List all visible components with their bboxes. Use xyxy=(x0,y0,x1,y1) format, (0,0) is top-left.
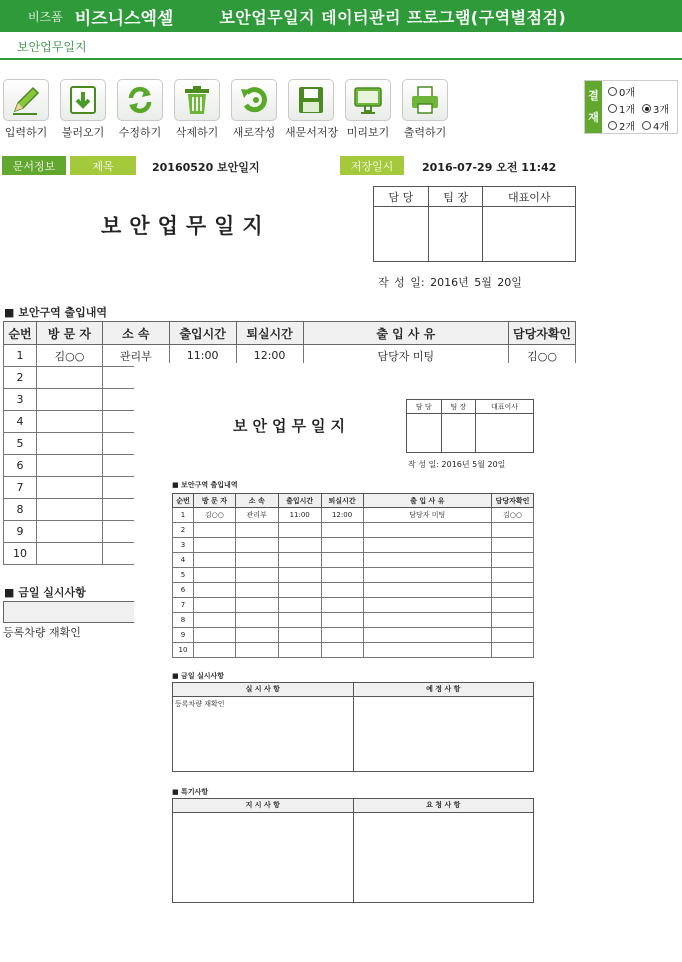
log-header-1: 방 문 자 xyxy=(36,322,102,345)
save-new-label: 새문서저장 xyxy=(285,126,339,139)
preview-log-cell: 5 xyxy=(173,568,194,583)
log-cell[interactable]: 3 xyxy=(4,389,37,411)
preview-log-cell xyxy=(492,613,534,628)
sign-cell[interactable] xyxy=(374,207,429,262)
preview-log-cell: 김○○ xyxy=(492,508,534,523)
preview-log-cell xyxy=(193,583,235,598)
delete-button[interactable] xyxy=(171,76,223,140)
preview-log-section: ■ 보안구역 출입내역 xyxy=(172,481,238,489)
preview-instruction-header: 지 시 사 항 xyxy=(245,801,280,809)
preview-log-header-4: 퇴실시간 xyxy=(321,494,363,508)
edit-button[interactable] xyxy=(114,76,166,140)
radio-icon xyxy=(642,121,651,130)
approval-option-4[interactable] xyxy=(642,118,669,133)
trash-icon xyxy=(174,79,220,121)
preview-special-box xyxy=(172,798,534,903)
radio-icon xyxy=(608,121,617,130)
log-cell[interactable]: 7 xyxy=(4,477,37,499)
preview-log-cell xyxy=(492,643,534,658)
preview-log-cell xyxy=(235,643,278,658)
new-button[interactable] xyxy=(228,76,280,140)
preview-log-cell xyxy=(492,538,534,553)
log-cell[interactable]: 6 xyxy=(4,455,37,477)
preview-log-row xyxy=(173,568,534,583)
edit-label: 수정하기 xyxy=(118,126,162,139)
preview-log-cell xyxy=(321,568,363,583)
log-cell[interactable]: 2 xyxy=(4,367,37,389)
preview-log-cell xyxy=(193,523,235,538)
preview-sign-header: 대표이사 xyxy=(476,400,534,414)
approval-option-2[interactable] xyxy=(608,118,635,133)
preview-planned-header: 예 정 사 항 xyxy=(353,683,534,696)
preview-log-cell: 4 xyxy=(173,553,194,568)
preview-log-row xyxy=(173,613,534,628)
log-header-3: 출입시간 xyxy=(169,322,236,345)
preview-instruction-cell xyxy=(173,813,353,902)
preview-log-cell xyxy=(321,553,363,568)
preview-log-row xyxy=(173,538,534,553)
preview-log-cell xyxy=(235,568,278,583)
preview-write-date: 작 성 일: 2016년 5월 20일 xyxy=(408,460,506,469)
preview-log-header-1: 방 문 자 xyxy=(193,494,235,508)
doc-info-label: 문서정보 xyxy=(2,156,66,175)
preview-log-cell xyxy=(193,643,235,658)
preview-log-cell xyxy=(278,568,321,583)
preview-log-cell xyxy=(363,613,492,628)
sign-header: 팀 장 xyxy=(428,187,483,207)
preview-log-cell xyxy=(363,598,492,613)
preview-log-cell xyxy=(492,583,534,598)
preview-special-section: ■ 특기사항 xyxy=(172,788,209,796)
pencil-icon xyxy=(3,79,49,121)
brand-logo: 비즈니스엑셀 xyxy=(74,8,174,29)
preview-log-cell xyxy=(193,613,235,628)
log-cell[interactable]: 김○○ xyxy=(509,345,576,367)
preview-log-row xyxy=(173,583,534,598)
toolbar xyxy=(0,76,682,138)
preview-title: 보안업무일지 xyxy=(233,417,350,435)
preview-log-cell xyxy=(492,568,534,583)
preview-log-row xyxy=(173,628,534,643)
preview-log-cell xyxy=(278,598,321,613)
preview-activity-note: 등록차량 재확인 xyxy=(175,700,225,708)
preview-log-cell xyxy=(193,598,235,613)
sign-cell[interactable] xyxy=(428,207,483,262)
preview-planned-cell xyxy=(353,697,534,771)
log-cell[interactable]: 11:00 xyxy=(169,345,236,367)
option-label: 1개 xyxy=(619,105,636,116)
preview-activity-box xyxy=(172,682,534,772)
preview-label: 미리보기 xyxy=(346,126,390,139)
preview-log-cell xyxy=(278,583,321,598)
refresh-icon xyxy=(117,79,163,121)
save-new-button[interactable] xyxy=(285,76,337,140)
preview-log-cell: 1 xyxy=(173,508,194,523)
preview-log-cell xyxy=(492,523,534,538)
log-cell[interactable] xyxy=(36,411,102,433)
option-label: 0개 xyxy=(619,88,636,99)
preview-sign-cell xyxy=(476,414,534,453)
preview-log-cell xyxy=(235,598,278,613)
radio-icon xyxy=(608,104,617,113)
preview-sign-header: 팀 장 xyxy=(441,400,476,414)
preview-log-cell xyxy=(193,538,235,553)
preview-log-cell xyxy=(321,538,363,553)
preview-log-cell: 10 xyxy=(173,643,194,658)
preview-log-cell xyxy=(363,553,492,568)
log-header-4: 퇴실시간 xyxy=(236,322,303,345)
document-info-bar xyxy=(0,155,682,177)
option-label: 4개 xyxy=(653,122,670,133)
log-cell[interactable] xyxy=(36,455,102,477)
radio-icon xyxy=(608,87,617,96)
tab-security-log[interactable]: 보안업무일지 xyxy=(17,40,87,54)
log-header-6: 담당자확인 xyxy=(509,322,576,345)
approval-tag-2: 재 xyxy=(588,111,599,124)
preview-log-cell xyxy=(492,628,534,643)
log-section-title: ■ 보안구역 출입내역 xyxy=(4,306,108,319)
preview-log-header-5: 출 입 사 유 xyxy=(363,494,492,508)
print-button[interactable] xyxy=(399,76,451,140)
preview-log-cell: 11:00 xyxy=(278,508,321,523)
save-icon xyxy=(288,79,334,121)
preview-log-cell xyxy=(363,643,492,658)
preview-log-cell xyxy=(235,538,278,553)
preview-log-cell xyxy=(278,553,321,568)
preview-log-cell xyxy=(235,553,278,568)
preview-button[interactable] xyxy=(342,76,394,140)
approval-option-1[interactable] xyxy=(608,101,635,116)
preview-sign-header: 담 당 xyxy=(407,400,442,414)
approval-sign-table xyxy=(373,186,576,262)
log-header-0: 순번 xyxy=(4,322,37,345)
preview-log-cell xyxy=(363,523,492,538)
radio-selected-icon xyxy=(642,104,651,113)
app-title: 보안업무일지 데이터관리 프로그램(구역별점검) xyxy=(219,7,567,27)
brand-small: 비즈폼 xyxy=(28,9,63,24)
preview-log-cell: 12:00 xyxy=(321,508,363,523)
preview-log-cell: 관리부 xyxy=(235,508,278,523)
log-header-2: 소 속 xyxy=(102,322,169,345)
sheet-tab-bar xyxy=(0,32,682,60)
preview-log-header-6: 담당자확인 xyxy=(492,494,534,508)
new-icon xyxy=(231,79,277,121)
preview-log-cell xyxy=(321,628,363,643)
approval-option-3[interactable] xyxy=(642,101,669,116)
monitor-icon xyxy=(345,79,391,121)
preview-activity-header: 실 시 사 항 xyxy=(245,685,280,693)
doc-title: 보안업무일지 xyxy=(101,214,271,238)
approval-count-selector xyxy=(584,80,678,134)
input-label: 입력하기 xyxy=(4,126,48,139)
preview-log-cell: 6 xyxy=(173,583,194,598)
preview-log-row xyxy=(173,643,534,658)
preview-log-row xyxy=(173,508,534,523)
load-label: 불러오기 xyxy=(61,126,105,139)
preview-log-cell xyxy=(278,538,321,553)
preview-log-cell xyxy=(278,613,321,628)
log-cell[interactable]: 10 xyxy=(4,543,37,565)
preview-sign-cell xyxy=(407,414,442,453)
log-cell[interactable] xyxy=(36,477,102,499)
preview-log-row xyxy=(173,523,534,538)
approval-option-0[interactable] xyxy=(608,84,635,99)
preview-log-cell xyxy=(363,568,492,583)
preview-log-cell xyxy=(321,613,363,628)
saved-value: 2016-07-29 오전 11:42 xyxy=(422,161,557,174)
preview-log-cell: 3 xyxy=(173,538,194,553)
log-cell[interactable]: 김○○ xyxy=(36,345,102,367)
preview-log-cell xyxy=(235,613,278,628)
preview-log-cell xyxy=(492,553,534,568)
log-cell[interactable] xyxy=(36,433,102,455)
preview-log-row xyxy=(173,553,534,568)
preview-log-cell xyxy=(235,583,278,598)
preview-log-cell: 담당자 미팅 xyxy=(363,508,492,523)
saved-label: 저장일시 xyxy=(340,156,404,175)
preview-log-cell: 8 xyxy=(173,613,194,628)
activity-note[interactable]: 등록차량 재확인 xyxy=(3,626,81,639)
log-cell[interactable]: 5 xyxy=(4,433,37,455)
new-label: 새로작성 xyxy=(232,126,276,139)
preview-log-cell xyxy=(235,628,278,643)
option-label: 2개 xyxy=(619,122,636,133)
preview-log-cell xyxy=(321,598,363,613)
preview-log-header-3: 출입시간 xyxy=(278,494,321,508)
preview-log-cell xyxy=(321,523,363,538)
input-button[interactable] xyxy=(0,76,52,140)
preview-log-cell xyxy=(363,538,492,553)
title-value[interactable]: 20160520 보안일지 xyxy=(152,161,260,174)
approval-tag-1: 결 xyxy=(588,89,599,102)
preview-log-cell xyxy=(321,643,363,658)
preview-log-cell xyxy=(492,598,534,613)
title-bar xyxy=(0,0,682,32)
activity-section-title: ■ 금일 실시사항 xyxy=(4,586,86,599)
log-cell[interactable]: 8 xyxy=(4,499,37,521)
download-icon xyxy=(60,79,106,121)
preview-log-cell xyxy=(363,628,492,643)
delete-label: 삭제하기 xyxy=(175,126,219,139)
preview-log-cell: 7 xyxy=(173,598,194,613)
log-cell[interactable]: 1 xyxy=(4,345,37,367)
preview-log-cell xyxy=(193,553,235,568)
preview-log-cell xyxy=(235,523,278,538)
log-cell[interactable]: 관리부 xyxy=(102,345,169,367)
preview-log-cell: 9 xyxy=(173,628,194,643)
log-cell[interactable] xyxy=(36,543,102,565)
preview-log-cell: 2 xyxy=(173,523,194,538)
sign-header: 담 당 xyxy=(374,187,429,207)
preview-log-row xyxy=(173,598,534,613)
preview-log-cell xyxy=(193,628,235,643)
preview-log-cell xyxy=(278,643,321,658)
approval-tag xyxy=(585,81,602,133)
sign-cell[interactable] xyxy=(483,207,576,262)
preview-log-cell xyxy=(363,583,492,598)
write-date: 작 성 일: 2016년 5월 20일 xyxy=(378,276,522,289)
preview-log-header-0: 순번 xyxy=(173,494,194,508)
log-cell[interactable] xyxy=(36,367,102,389)
log-cell[interactable]: 담당자 미팅 xyxy=(303,345,509,367)
log-cell[interactable]: 9 xyxy=(4,521,37,543)
title-label: 제목 xyxy=(70,156,136,175)
preview-sign-cell xyxy=(441,414,476,453)
log-cell[interactable] xyxy=(36,521,102,543)
log-cell[interactable] xyxy=(36,389,102,411)
preview-log-cell xyxy=(193,568,235,583)
log-cell[interactable]: 12:00 xyxy=(236,345,303,367)
preview-log-cell xyxy=(278,628,321,643)
log-header-5: 출 입 사 유 xyxy=(303,322,509,345)
preview-log-cell: 김○○ xyxy=(193,508,235,523)
print-label: 출력하기 xyxy=(403,126,447,139)
preview-log-table xyxy=(172,493,534,658)
preview-sign-table xyxy=(406,399,534,453)
preview-request-cell xyxy=(353,813,534,902)
log-cell[interactable] xyxy=(36,499,102,521)
printer-icon xyxy=(402,79,448,121)
preview-activity-section: ■ 금일 실시사항 xyxy=(172,672,225,680)
load-button[interactable] xyxy=(57,76,109,140)
preview-log-cell xyxy=(278,523,321,538)
sign-header: 대표이사 xyxy=(483,187,576,207)
preview-request-header: 요 청 사 항 xyxy=(353,799,534,812)
preview-log-header-2: 소 속 xyxy=(235,494,278,508)
preview-log-cell xyxy=(321,583,363,598)
option-label: 3개 xyxy=(653,105,670,116)
log-cell[interactable]: 4 xyxy=(4,411,37,433)
